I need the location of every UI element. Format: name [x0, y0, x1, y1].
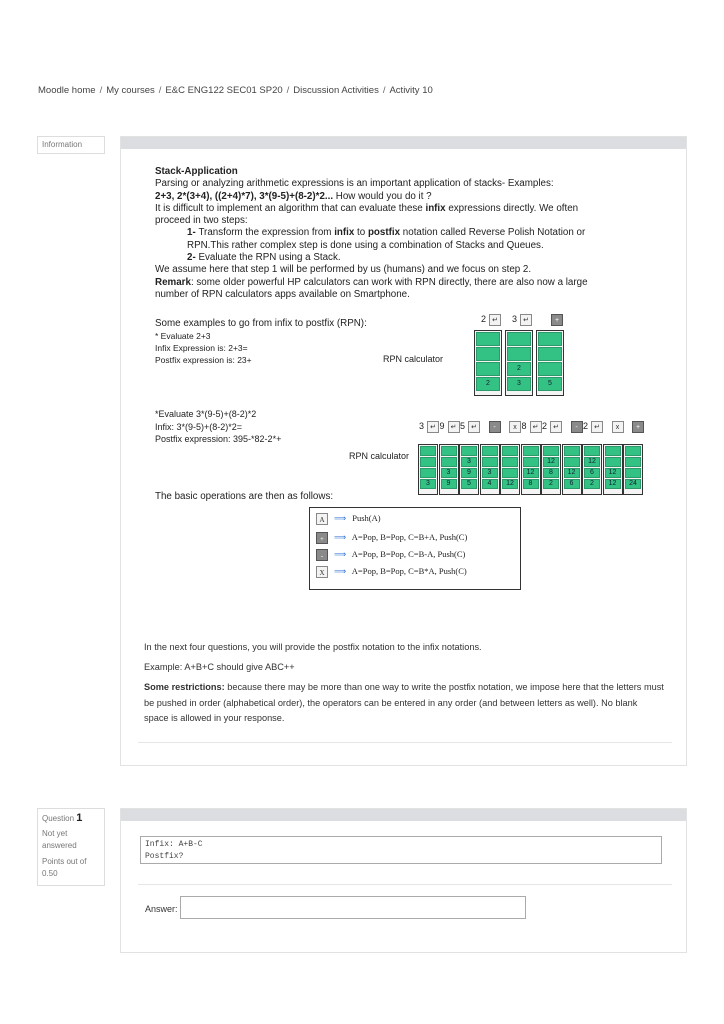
calc-key-label: 3 [512, 314, 518, 324]
card-header [121, 809, 686, 821]
calc-stack [459, 444, 479, 495]
calc-operator-key: x [509, 421, 521, 433]
remark-label: Remark [155, 276, 191, 288]
calc-stack-cell [523, 457, 539, 467]
calc-stack-cell: 2 [584, 479, 600, 489]
calc-enter-key: ↵ [550, 421, 562, 433]
calc-operator-key: + [551, 314, 563, 326]
calc-enter-key: ↵ [530, 421, 542, 433]
calc-stack-cell [476, 332, 500, 346]
calc-stack [623, 444, 643, 495]
example1-infix: Infix Expression is: 2+3= [155, 343, 248, 353]
calc-stack-cell: 2 [476, 377, 500, 391]
breadcrumb-my-courses[interactable]: My courses [106, 85, 155, 96]
calc-stack-cell [461, 446, 477, 456]
calc-stack [541, 444, 561, 495]
calc-stack [521, 444, 541, 495]
step1-c: notation called Reverse Polish Notation or RPN.This rather complex step is done using a combination of Stacks and Queues. [187, 227, 586, 251]
intro-assume: We assume here that step 1 will be performed by us (humans) and we focus on step 2. [155, 264, 532, 276]
lower-p2: Example: A+B+C should give ABC++ [144, 662, 295, 672]
op-row-plus [316, 532, 467, 544]
step1-postfix: postfix [367, 227, 401, 239]
calc-stack-cell [507, 332, 531, 346]
calc-stack [582, 444, 602, 495]
lower-p1: In the next four questions, you will provide the postfix notation to the infix notations. [144, 642, 482, 652]
calc-stack-cell: 12 [543, 457, 559, 467]
calc-stack-cell: 3 [461, 457, 477, 467]
calc-stack-cell [538, 332, 562, 346]
calc-stack-cell [476, 362, 500, 376]
calc-stack-cell: 8 [543, 468, 559, 478]
calc-key-label: 2 [481, 314, 487, 324]
example2-eval: *Evaluate 3*(9-5)+(8-2)*2 [155, 409, 257, 419]
breadcrumb-activity[interactable]: Activity 10 [389, 85, 433, 96]
calc-stack-cell: 6 [564, 479, 580, 489]
calc-stack-cell [543, 446, 559, 456]
answer-label: Answer: [145, 904, 178, 914]
step1-b: to [354, 227, 368, 239]
calc-stack-cell [584, 446, 600, 456]
example1-text [155, 318, 367, 366]
calc-key-label: 8 [521, 421, 527, 431]
divider [138, 742, 672, 743]
question-text [140, 836, 662, 864]
card-header [121, 137, 686, 149]
calc-key-label: 2 [583, 421, 589, 431]
op-desc: A=Pop, B=Pop, C=B-A, Push(C) [351, 549, 466, 559]
calc-stack-cell: 5 [461, 479, 477, 489]
intro-infix: infix [425, 202, 446, 214]
question-label: Question [42, 814, 75, 823]
restrictions-label: Some restrictions: [144, 682, 225, 692]
calc-stack-cell [502, 468, 518, 478]
calc-stack-cell [502, 446, 518, 456]
question-infix: Infix: A+B-C [145, 840, 203, 849]
calc-enter-key: ↵ [520, 314, 532, 326]
intro-text [155, 166, 615, 301]
breadcrumb [38, 85, 433, 96]
calc-operator-key: + [632, 421, 644, 433]
calc-key-label: 2 [542, 421, 548, 431]
calc-stack-cell: 9 [441, 479, 457, 489]
arrow-icon: ⟹ [334, 566, 347, 576]
calc-stack-cell [482, 457, 498, 467]
calc-stack-cell: 9 [461, 468, 477, 478]
intro-examples: 2+3, 2*(3+4), ((2+4)*7), 3*(9-5)+(8-2)*2... [155, 190, 334, 202]
arrow-icon: ⟹ [334, 532, 347, 542]
op-key-plus: + [316, 532, 328, 544]
intro-p2a: It is difficult to implement an algorithm that can evaluate these [155, 202, 426, 214]
calc-stack-cell [476, 347, 500, 361]
arrow-icon: ⟹ [334, 513, 347, 523]
example2-text [155, 408, 281, 446]
calc-stack-cell: 4 [482, 479, 498, 489]
calc-stack-cell [482, 446, 498, 456]
calc-stack [418, 444, 438, 495]
operations-table [309, 507, 521, 590]
calc-stack-cell [605, 446, 621, 456]
intro-how: How would you do it ? [333, 190, 432, 202]
calc-stack-cell [564, 446, 580, 456]
calc-stack-cell [625, 446, 641, 456]
calc-key-label: 5 [460, 421, 466, 431]
intro-title: Stack-Application [155, 166, 238, 177]
calc-stack [603, 444, 623, 495]
step1-infix: infix [334, 227, 355, 239]
basic-operations-heading: The basic operations are then as follows: [155, 491, 334, 502]
calc-stack [439, 444, 459, 495]
op-row-times [316, 566, 467, 578]
calc-operator-key: x [612, 421, 624, 433]
calc-enter-key: ↵ [591, 421, 603, 433]
step2-num: 2- [187, 252, 199, 264]
calc-stack-cell [441, 457, 457, 467]
calc-stack [505, 330, 533, 396]
step1-a: Transform the expression from [198, 227, 335, 239]
question-postfix: Postfix? [145, 852, 184, 861]
remark-text: : some older powerful HP calculators can work with RPN directly, there are also now a large number of RPN calculators apps available on Smartphone. [155, 276, 588, 300]
step2-text: Evaluate the RPN using a Stack. [198, 252, 341, 264]
calc-stack-cell: 24 [625, 479, 641, 489]
example2-postfix: Postfix expression: 395-*82-2*+ [155, 434, 282, 444]
calc-stack-cell: 8 [523, 479, 539, 489]
calc-stack-cell [507, 347, 531, 361]
question-status: Not yet answered [42, 829, 77, 850]
calc-stack-cell: 12 [502, 479, 518, 489]
breadcrumb-discussion[interactable]: Discussion Activities [293, 85, 379, 96]
calc-stack-cell: 12 [523, 468, 539, 478]
calc-stack [474, 330, 502, 396]
calc-stack-cell [420, 468, 436, 478]
question-points: Points out of 0.50 [42, 857, 87, 878]
breadcrumb-course[interactable]: E&C ENG122 SEC01 SP20 [165, 85, 283, 96]
calc-stack-cell: 6 [584, 468, 600, 478]
op-desc: A=Pop, B=Pop, C=B+A, Push(C) [351, 532, 468, 542]
breadcrumb-sep: / [382, 85, 386, 96]
lower-restrictions [144, 680, 664, 727]
example1-heading: Some examples to go from infix to postfix (RPN): [155, 318, 367, 329]
calc-enter-key: ↵ [489, 314, 501, 326]
calc-enter-key: ↵ [468, 421, 480, 433]
breadcrumb-sep: / [158, 85, 162, 96]
op-desc: Push(A) [352, 513, 381, 523]
answer-input[interactable] [180, 896, 526, 919]
calc-enter-key: ↵ [448, 421, 460, 433]
calc-enter-key: ↵ [427, 421, 439, 433]
calc-stack-cell: 12 [605, 468, 621, 478]
calc-stack-cell: 3 [482, 468, 498, 478]
example2-infix: Infix: 3*(9-5)+(8-2)*2= [155, 421, 243, 432]
calc-stack-cell: 12 [564, 468, 580, 478]
op-row-minus [316, 549, 465, 561]
breadcrumb-sep: / [286, 85, 290, 96]
question-label-row [42, 812, 100, 825]
op-key-times: X [316, 566, 328, 578]
calc-stack [562, 444, 582, 495]
example2-calc-label: RPN calculator [349, 451, 410, 461]
information-box [37, 136, 105, 154]
calc-key-label: 3 [419, 421, 425, 431]
op-desc: A=Pop, B=Pop, C=B*A, Push(C) [351, 566, 467, 576]
calc-stack-cell: 3 [507, 377, 531, 391]
question-info-box [37, 808, 105, 886]
calc-stack-cell: 12 [605, 479, 621, 489]
information-label: Information [42, 140, 83, 149]
calc-stack-cell: 3 [420, 479, 436, 489]
calc-stack-cell [625, 468, 641, 478]
calc-stack [480, 444, 500, 495]
calc-stack-cell [420, 446, 436, 456]
arrow-icon: ⟹ [334, 549, 347, 559]
calc-stack-cell [523, 446, 539, 456]
calc-key-label: 9 [439, 421, 445, 431]
calc-stack-cell [538, 362, 562, 376]
divider [138, 884, 672, 885]
step1-num: 1- [187, 227, 199, 239]
calc-operator-key: - [571, 421, 583, 433]
calc-stack [536, 330, 564, 396]
breadcrumb-moodle-home[interactable]: Moodle home [38, 85, 96, 96]
calc-stack-cell: 2 [543, 479, 559, 489]
restrictions-text: because there may be more than one way to write the postfix notation, we impose here that the letters must be pushed in order (alphabetical order), the operators can be entered in any order (and between letters as well). No blank space is allowed in your response. [144, 682, 664, 723]
calc-stack-cell: 5 [538, 377, 562, 391]
calc-stack-cell: 12 [584, 457, 600, 467]
calc-stack-cell [625, 457, 641, 467]
calc-stack-cell [605, 457, 621, 467]
calc-stack-cell: 3 [441, 468, 457, 478]
calc-stack [500, 444, 520, 495]
calc-stack-cell [441, 446, 457, 456]
intro-p1: Parsing or analyzing arithmetic expressions is an important application of stacks- Examples: [155, 178, 554, 190]
op-key-a: A [316, 513, 328, 525]
breadcrumb-sep: / [99, 85, 103, 96]
calc-stack-cell: 2 [507, 362, 531, 376]
question-card [120, 808, 687, 953]
example1-eval: * Evaluate 2+3 [155, 331, 211, 341]
intro-p2b: expressions directly. We often proceed in two steps: [155, 202, 579, 227]
example1-calc-label: RPN calculator [383, 354, 444, 364]
calc-stack-cell [420, 457, 436, 467]
op-key-minus: - [316, 549, 328, 561]
calc-stack-cell [538, 347, 562, 361]
question-number: 1 [76, 812, 83, 824]
op-row-push [316, 513, 381, 525]
calc-operator-key: - [489, 421, 501, 433]
calc-stack-cell [502, 457, 518, 467]
example1-postfix: Postfix expression is: 23+ [155, 355, 252, 365]
calc-stack-cell [564, 457, 580, 467]
